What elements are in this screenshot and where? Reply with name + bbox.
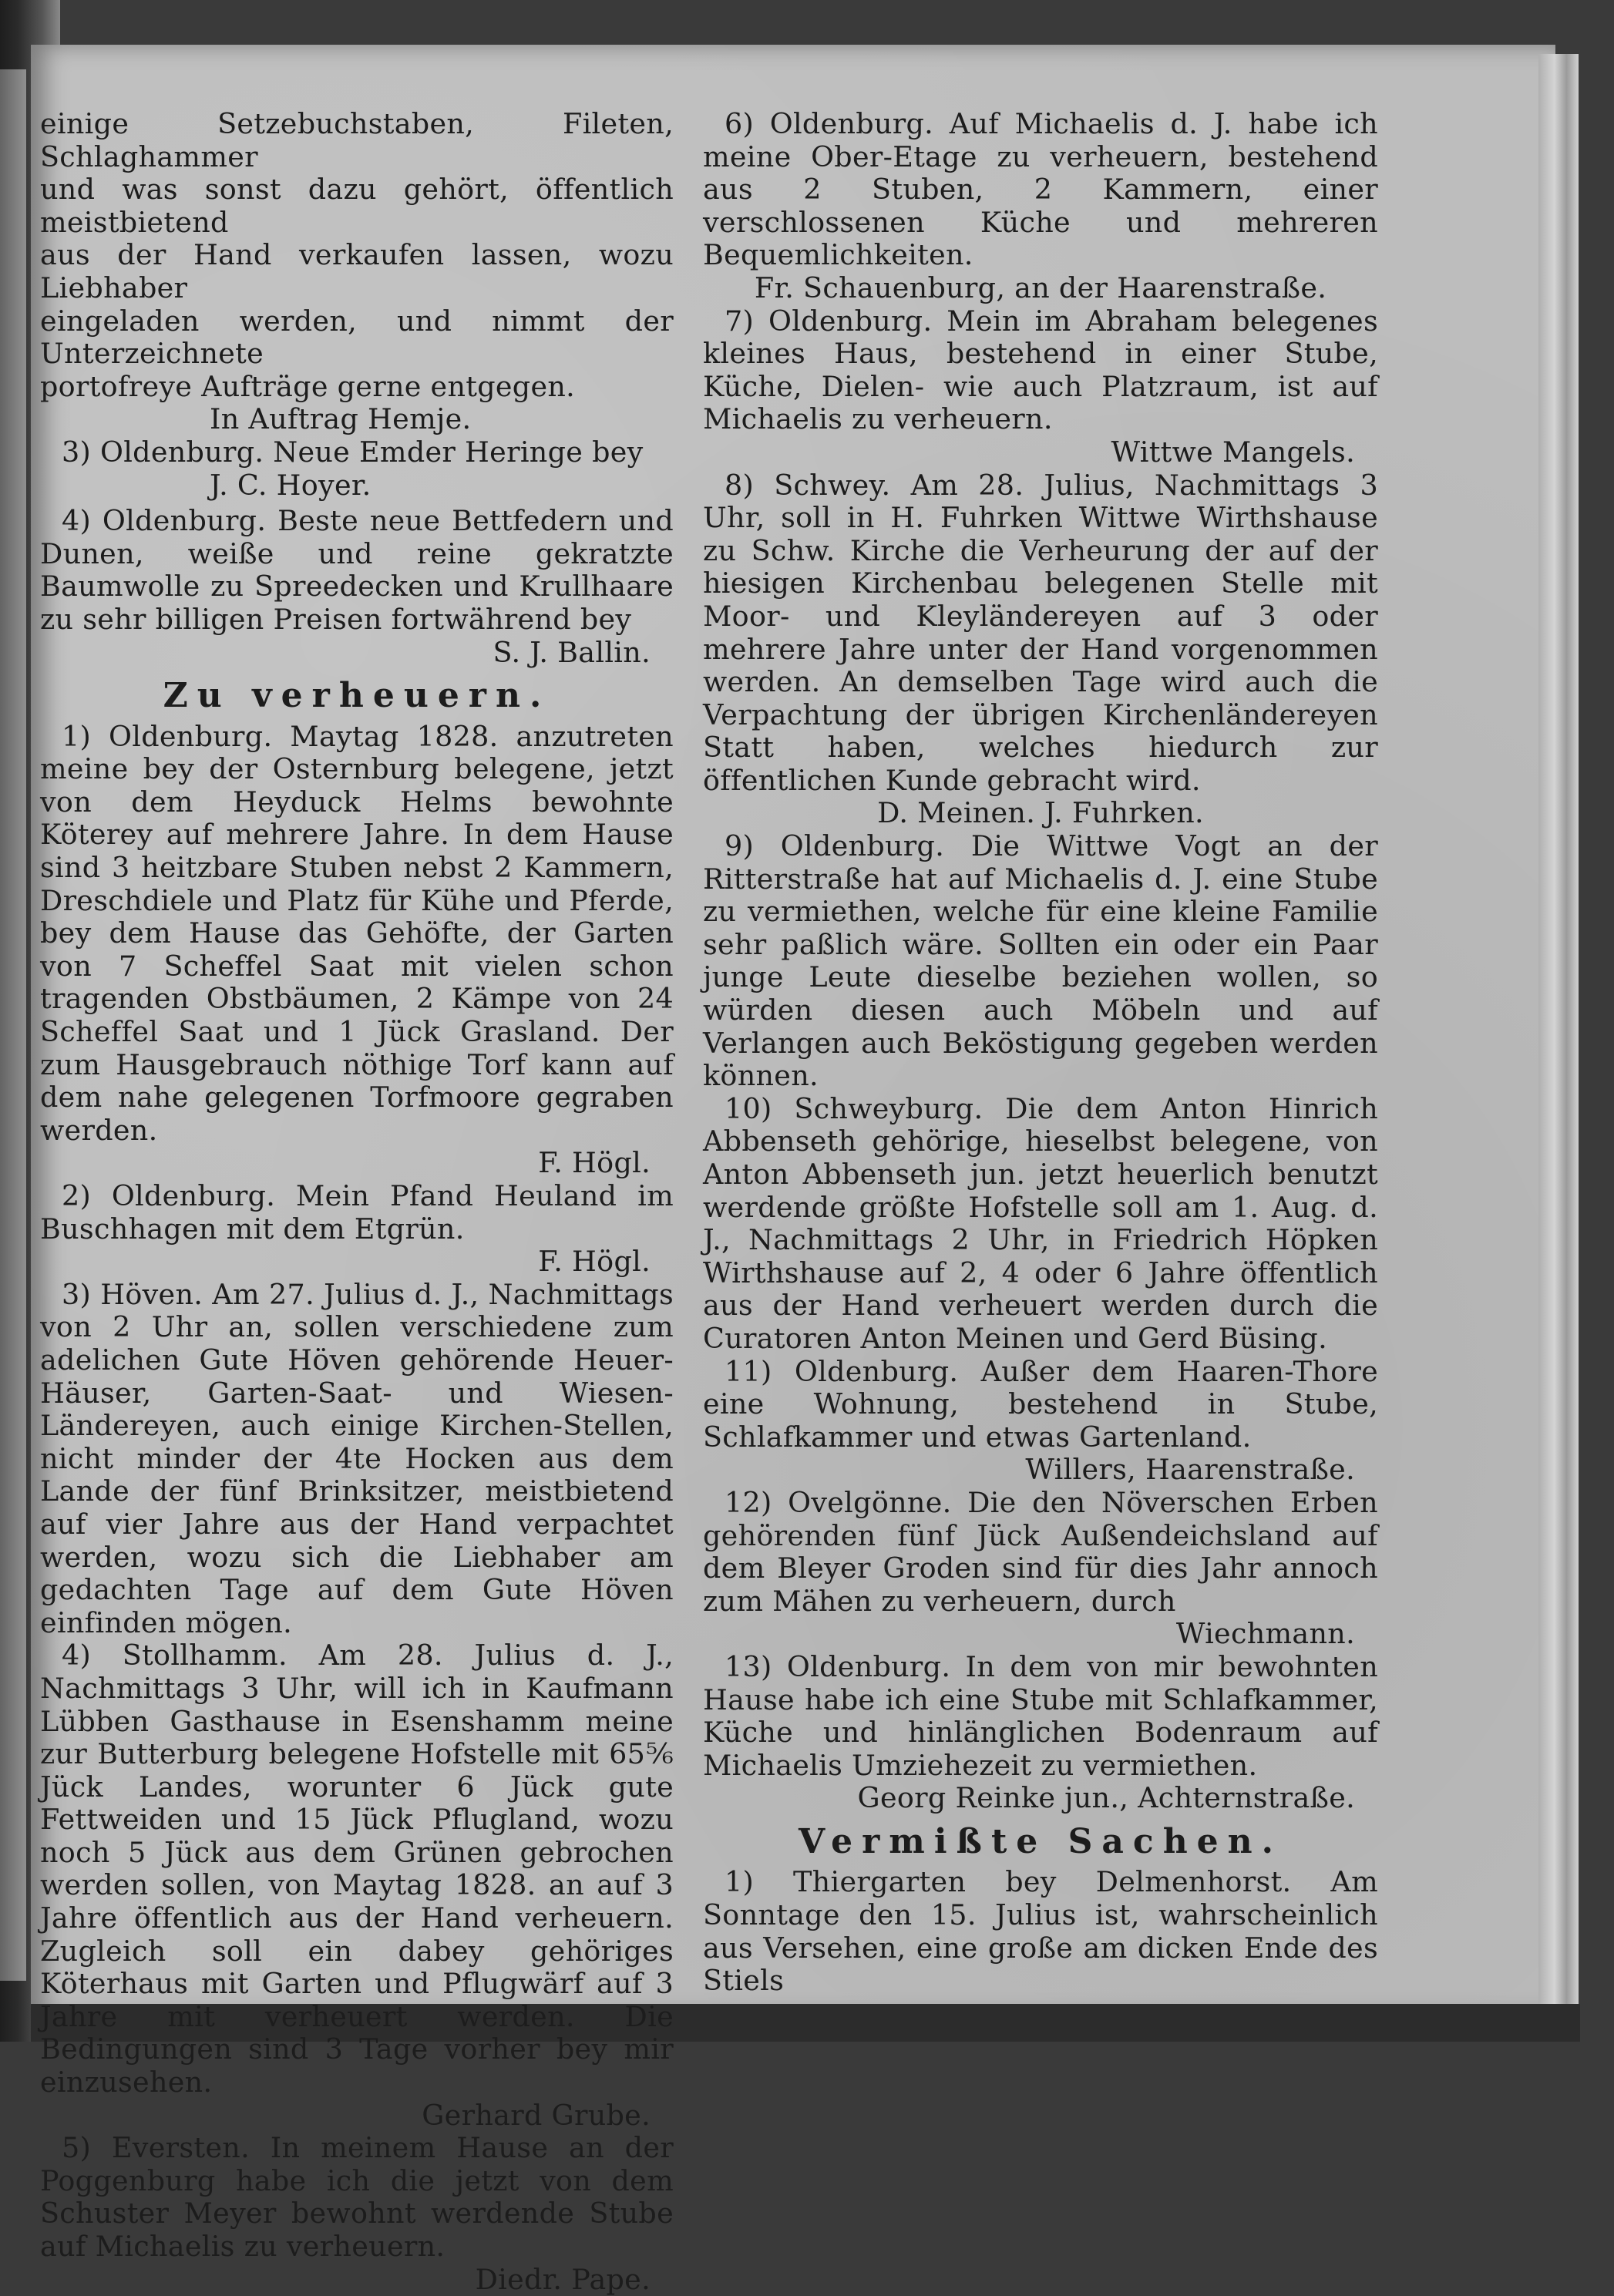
notice-item: 4) Oldenburg. Beste neue Bettfedern und Dunen, weiße und reine gekratzte Baumwolle zu Spreedecken und Krullhaare zu sehr billigen Preisen fortwährend bey (40, 504, 674, 636)
signature: D. Meinen. J. Fuhrken. (877, 796, 1204, 830)
notice-item: 5) Eversten. In meinem Hause an der Poggenburg habe ich die jetzt von dem Schuster Meyer bewohnt werdende Stube auf Michaelis zu verheuern. (40, 2131, 674, 2263)
right-column (703, 108, 1378, 1998)
notice-item: 3) Höven. Am 27. Julius d. J., Nachmittags von 2 Uhr an, sollen verschiedene zum adelichen Gute Höven gehörende Heuer-Häuser, Garten-Saat- und Wiesen-Ländereyen, auch einige Kirchen-Stellen, nicht minder der 4te Hocken aus dem Lande der fünf Brinksitzer, meistbietend auf vier Jahre aus der Hand verpachtet werden, wozu sich die Liebhaber am gedachten Tage auf dem Gute Höven einfinden mögen. (40, 1277, 674, 1639)
signature: Wiechmann. (1175, 1617, 1355, 1651)
text-line: und was sonst dazu gehört, öffentlich meistbietend (40, 173, 674, 239)
previous-page-edge (0, 69, 26, 1981)
signature: Fr. Schauenburg, an der Haarenstraße. (754, 271, 1327, 304)
section-heading: Zu verheuern. (163, 676, 551, 716)
signature: In Auftrag Hemje. (210, 402, 472, 436)
signature: Wittwe Mangels. (1111, 435, 1355, 469)
notice-item: 10) Schweyburg. Die dem Anton Hinrich Abbenseth gehörige, hieselbst belegene, von Anton Abbenseth jun. jetzt heuerlich benutzt werdende größte Hofstelle soll am 1. Aug. d. J., Nachmittags 2 Uhr, in Friedrich Höpken Wirthshause auf 2, 4 oder 6 Jahre öffentlich aus der Hand verheuert werden durch die Curatoren Anton Meinen und Gerd Büsing. (703, 1091, 1378, 1355)
notice-item: 1) Oldenburg. Maytag 1828. anzutreten meine bey der Osternburg belegene, jetzt von dem Heyduck Helms bewohnte Köterey auf mehrere Jahre. In dem Hause sind 3 heitzbare Stuben nebst 2 Kammern, Dreschdiele und Platz für Kühe und Pferde, bey dem Hause das Gehöfte, der Garten von 7 Scheffel Saat mit vielen schon tragenden Obstbäumen, 2 Kämpe von 24 Scheffel Saat und 1 Jück Grasland. Der zum Hausgebrauch nöthige Torf kann auf dem nahe gelegenen Torfmoore gegraben werden. (40, 719, 674, 1147)
notice-item: 2) Oldenburg. Mein Pfand Heuland im Buschhagen mit dem Etgrün. (40, 1179, 674, 1245)
notice-item: 3) Oldenburg. Neue Emder Heringe bey (62, 435, 644, 469)
signature: J. C. Hoyer. (210, 468, 372, 502)
text-line: eingeladen werden, und nimmt der Unterzeichnete (40, 304, 674, 371)
notice-item: 9) Oldenburg. Die Wittwe Vogt an der Ritterstraße hat auf Michaelis d. J. eine Stube zu vermiethen, welche für eine kleine Familie sehr paßlich wäre. Sollten ein oder ein Paar junge Leute dieselbe beziehen wollen, so würden diesen auch Möbeln und auf Verlangen auch Beköstigung gegeben werden können. (703, 829, 1378, 1093)
text-line: portofreye Aufträge gerne entgegen. (40, 369, 576, 403)
notice-item: 11) Oldenburg. Außer dem Haaren-Thore eine Wohnung, bestehend in Stube, Schlafkammer und etwas Gartenland. (703, 1354, 1378, 1454)
text-line: aus der Hand verkaufen lassen, wozu Liebhaber (40, 238, 674, 304)
signature: Diedr. Pape. (475, 2262, 651, 2296)
signature: Willers, Haarenstraße. (1025, 1453, 1355, 1487)
notice-item: 7) Oldenburg. Mein im Abraham belegenes kleines Haus, bestehend in einer Stube, Küche, Dielen- wie auch Platzraum, ist auf Michaelis zu verheuern. (703, 304, 1378, 436)
text-line: einige Setzebuchstaben, Fileten, Schlaghammer (40, 107, 674, 173)
notice-item: 8) Schwey. Am 28. Julius, Nachmittags 3 Uhr, soll in H. Fuhrken Wittwe Wirthshause zu Schw. Kirche die Verheurung der auf der hiesigen Kirchenbau belegenen Stelle mit Moor- und Kleyländereyen auf 3 oder mehrere Jahre unter der Hand vorgenommen werden. An demselben Tage wird auch die Verpachtung der übrigen Kirchenländereyen Statt haben, welches hiedurch zur öffentlichen Kunde gebracht wird. (703, 468, 1378, 797)
signature: Gerhard Grube. (422, 2098, 651, 2132)
signature: F. Högl. (538, 1146, 651, 1180)
left-column (40, 108, 674, 2296)
signature: F. Högl. (538, 1245, 651, 1279)
notice-item: 6) Oldenburg. Auf Michaelis d. J. habe ich meine Ober-Etage zu verheuern, bestehend aus 2 Stuben, 2 Kammern, einer verschlossenen Küche und mehreren Bequemlichkeiten. (703, 107, 1378, 272)
notice-item: 13) Oldenburg. In dem von mir bewohnten Hause habe ich eine Stube mit Schlafkammer, Küche und hinlänglichen Bodenraum auf Michaelis Umziehezeit zu vermiethen. (703, 1649, 1378, 1782)
notice-item: 1) Thiergarten bey Delmenhorst. Am Sonntage den 15. Julius ist, wahrscheinlich aus Versehen, eine große am dicken Ende des Stiels (703, 1865, 1378, 1998)
section-heading: Vermißte Sachen. (799, 1821, 1283, 1861)
page-stack-edge (1538, 54, 1579, 2027)
notice-item: 4) Stollhamm. Am 28. Julius d. J., Nachmittags 3 Uhr, will ich in Kaufmann Lübben Gasthause in Esenshamm meine zur Butterburg belegene Hofstelle mit 65⅚ Jück Landes, worunter 6 Jück gute Fettweiden und 15 Jück Pflugland, wozu noch 5 Jück aus dem Grünen gebrochen werden sollen, von Maytag 1828. an auf 3 Jahre öffentlich aus der Hand verheuern. Zugleich soll ein dabey gehöriges Köterhaus mit Garten und Pflugwärf auf 3 Jahre mit verheuert werden. Die Bedingungen sind 3 Tage vorher bey mir einzusehen. (40, 1639, 674, 2099)
signature: S. J. Ballin. (493, 635, 651, 669)
notice-item: 12) Ovelgönne. Die den Növerschen Erben gehörenden fünf Jück Außendeichsland auf dem Bleyer Groden sind für dies Jahr annoch zum Mähen zu verheuern, durch (703, 1485, 1378, 1618)
signature: Georg Reinke jun., Achternstraße. (857, 1781, 1355, 1815)
